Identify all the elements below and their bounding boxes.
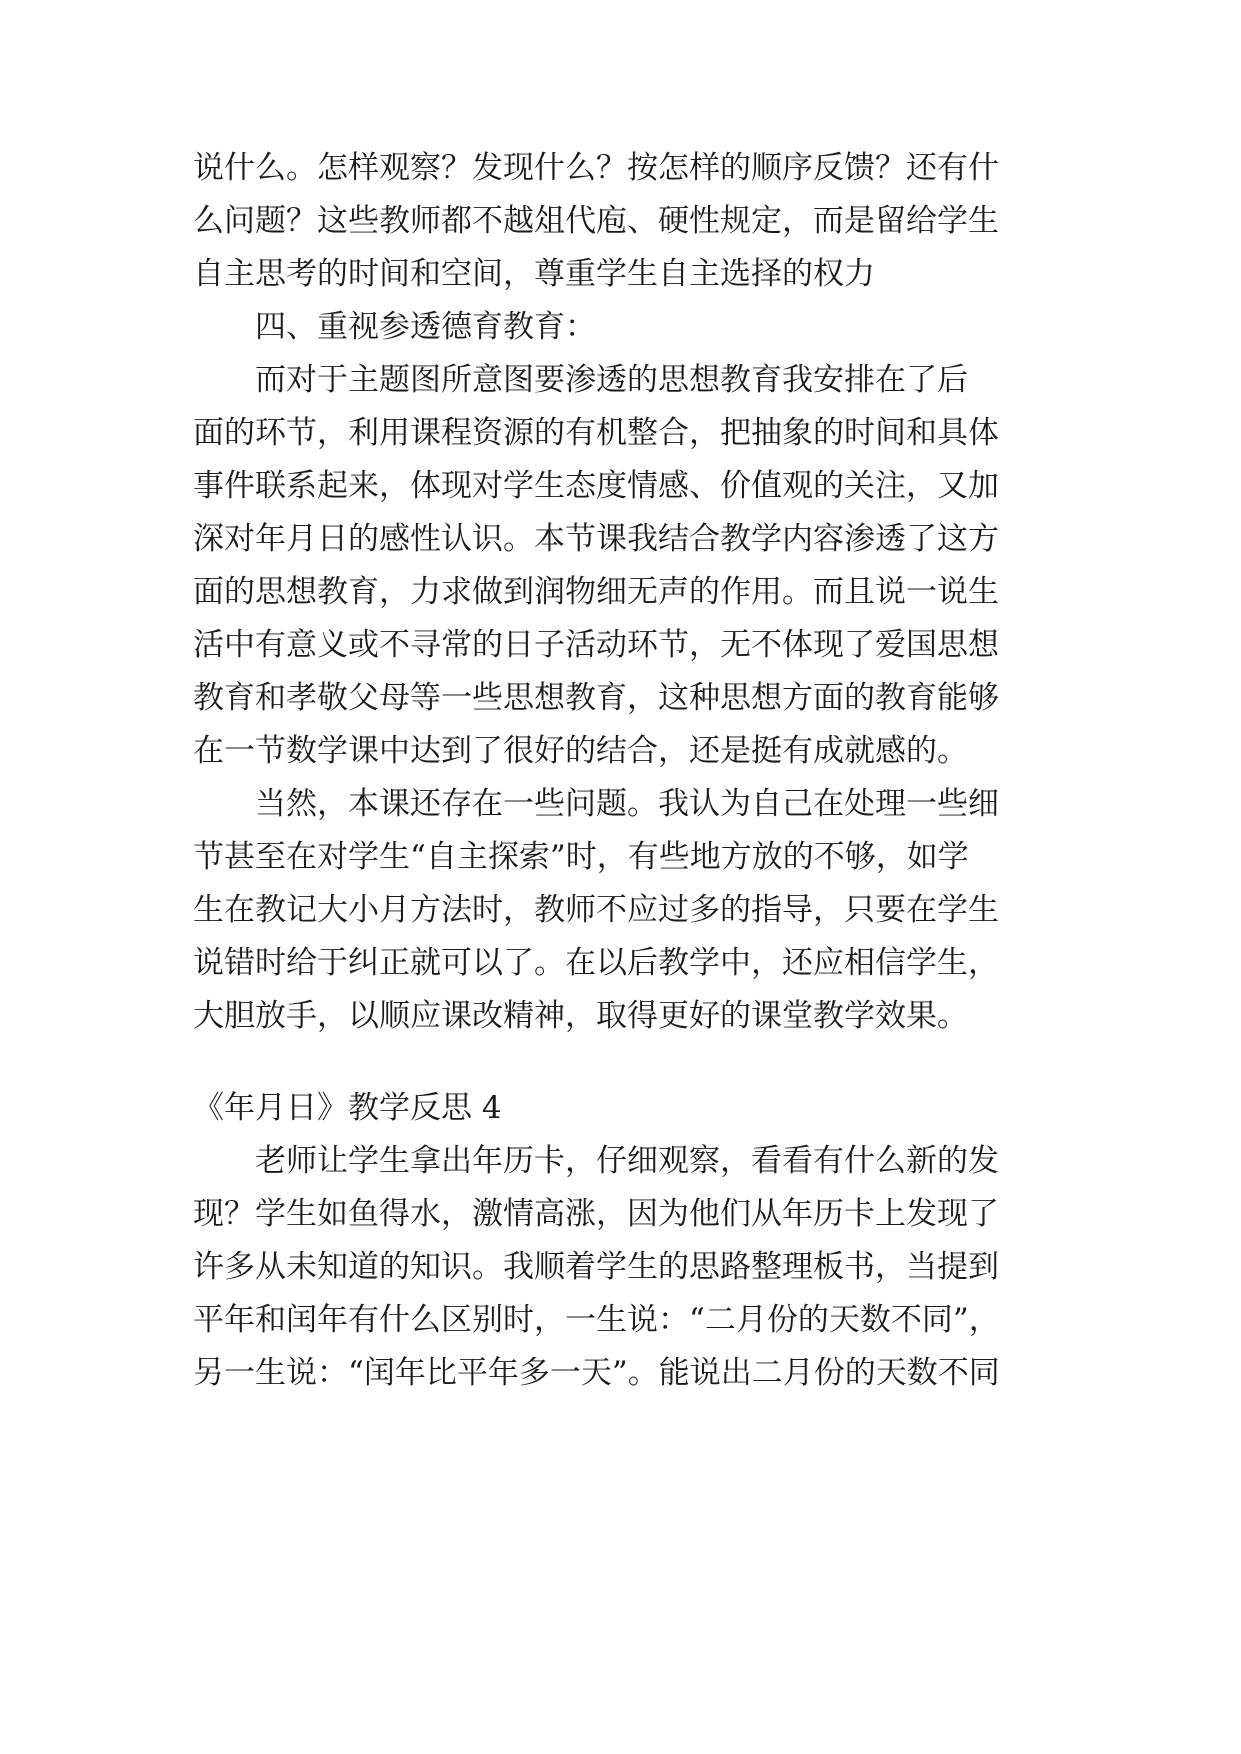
text-line: 大胆放手，以顺应课改精神，取得更好的课堂教学效果。 [193, 998, 968, 1034]
text-line: 生在教记大小月方法时，教师不应过多的指导，只要在学生 [193, 892, 999, 928]
text-line: 老师让学生拿出年历卡，仔细观察，看看有什么新的发 [255, 1143, 999, 1179]
text-line: 平年和闰年有什么区别时，一生说：“二月份的天数不同”， [193, 1302, 1000, 1338]
text-line: 深对年月日的感性认识。本节课我结合教学内容渗透了这方 [193, 521, 999, 557]
text-line: 说什么。怎样观察？发现什么？按怎样的顺序反馈？还有什 [193, 150, 999, 186]
text-line: 自主思考的时间和空间，尊重学生自主选择的权力 [193, 256, 875, 292]
text-line: 说错时给于纠正就可以了。在以后教学中，还应相信学生， [193, 945, 999, 981]
text-line: 么问题？这些教师都不越俎代庖、硬性规定，而是留给学生 [193, 203, 999, 239]
text-line: 当然，本课还存在一些问题。我认为自己在处理一些细 [255, 786, 999, 822]
section-title: 《年月日》教学反思 4 [193, 1090, 502, 1126]
text-line: 在一节数学课中达到了很好的结合，还是挺有成就感的。 [193, 733, 968, 769]
section-heading: 四、重视参透德育教育： [255, 309, 596, 345]
text-line: 现？学生如鱼得水，激情高涨，因为他们从年历卡上发现了 [193, 1196, 999, 1232]
text-line: 许多从未知道的知识。我顺着学生的思路整理板书，当提到 [193, 1249, 999, 1285]
text-line: 事件联系起来，体现对学生态度情感、价值观的关注，又加 [193, 468, 999, 504]
text-line: 面的思想教育，力求做到润物细无声的作用。而且说一说生 [193, 574, 999, 610]
text-line: 节甚至在对学生“自主探索”时，有些地方放的不够，如学 [193, 839, 969, 875]
text-line: 教育和孝敬父母等一些思想教育，这种思想方面的教育能够 [193, 680, 999, 716]
text-line: 而对于主题图所意图要渗透的思想教育我安排在了后 [255, 362, 968, 398]
text-line: 活中有意义或不寻常的日子活动环节，无不体现了爱国思想 [193, 627, 999, 663]
text-line: 面的环节，利用课程资源的有机整合，把抽象的时间和具体 [193, 415, 999, 451]
text-line: 另一生说：“闰年比平年多一天”。能说出二月份的天数不同 [193, 1355, 1000, 1391]
